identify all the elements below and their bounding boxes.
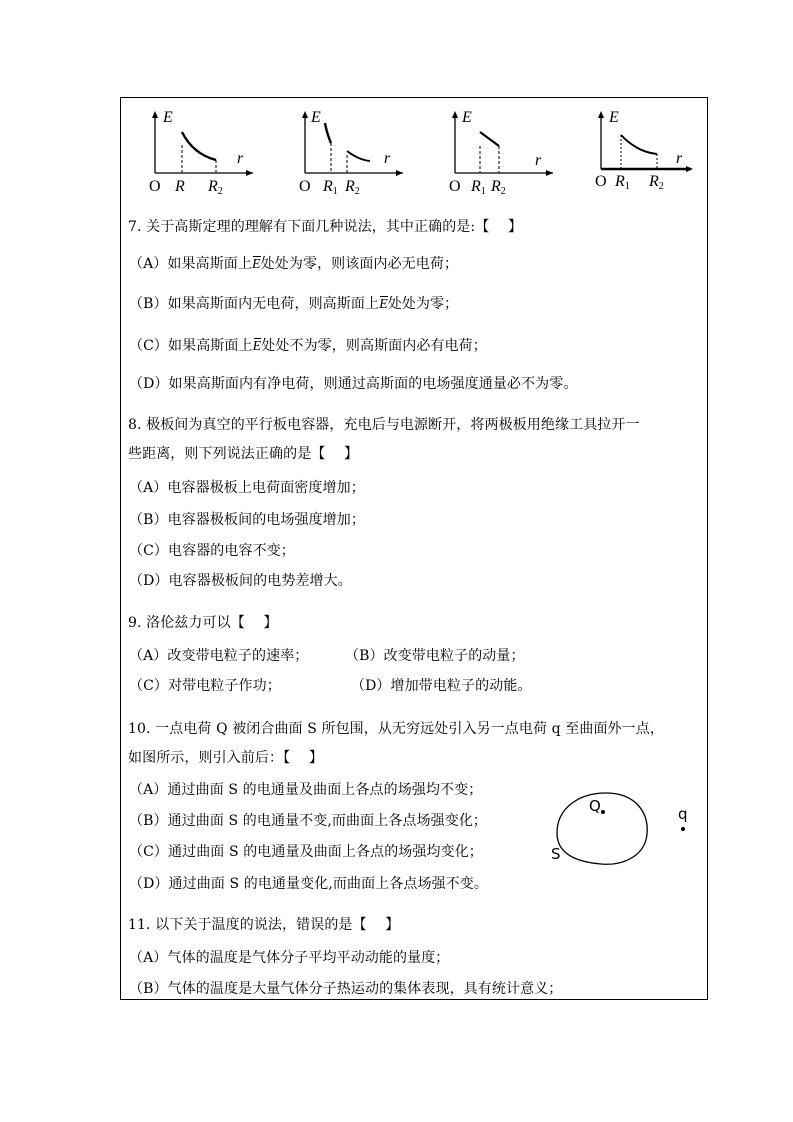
r2-letter: R	[649, 173, 659, 190]
e-curve	[621, 135, 657, 154]
r1-label	[615, 174, 630, 192]
q7-option-d: （D）如果高斯面内有净电荷，则通过高斯面的电场强度通量必不为零。	[129, 376, 578, 392]
y-arrow	[598, 111, 604, 118]
q9-option-a: （A）改变带电粒子的速率；	[129, 648, 309, 664]
e-vector-symbol: E	[252, 339, 262, 354]
x-arrow	[396, 170, 403, 176]
e-label: E	[609, 109, 619, 126]
q9-option-d: （D）增加带电粒子的动能。	[351, 678, 532, 694]
r1-sub: 1	[624, 181, 630, 192]
charge-surface-figure	[551, 788, 701, 870]
q10-stem-line-2: 如图所示，则引入前后：【 】	[128, 750, 323, 766]
r1-letter: R	[471, 178, 481, 195]
q10-option-a: （A）通过曲面 S 的电通量及曲面上各点的场强均不变；	[129, 782, 483, 798]
r2-sub: 2	[500, 186, 506, 197]
r1-letter: R	[615, 173, 625, 190]
q10-option-d: （D）通过曲面 S 的电通量变化,而曲面上各点场强不变。	[129, 876, 488, 892]
q7-option-a	[129, 254, 458, 275]
charge-Q-label: Q	[589, 797, 601, 815]
e-label: E	[311, 109, 321, 126]
origin-label: O	[449, 178, 461, 195]
y-arrow	[152, 111, 158, 118]
r1-sub: 1	[480, 186, 486, 197]
r-label: r	[676, 150, 683, 167]
r1-label	[471, 179, 486, 197]
q7-b-post: 处处为零；	[387, 296, 459, 312]
x-arrow	[246, 170, 253, 176]
r1-label	[323, 179, 338, 197]
e-curve	[182, 132, 216, 160]
r2-label	[649, 174, 664, 192]
graph-option-a	[149, 101, 259, 196]
charge-q-inside-dot	[601, 810, 605, 814]
q9-stem: 9. 洛伦兹力可以【 】	[128, 615, 278, 631]
r2-sub: 2	[658, 181, 664, 192]
q9-row-1	[129, 646, 689, 666]
q10-option-c: （C）通过曲面 S 的电通量及曲面上各点的场强均变化；	[129, 844, 483, 860]
q11-option-b: （B）气体的温度是大量气体分子热运动的集体表现，具有统计意义；	[129, 981, 563, 997]
origin-label: O	[149, 178, 161, 195]
question-table	[120, 97, 708, 1000]
q11-option-a: （A）气体的温度是气体分子平均平动动能的量度；	[129, 950, 450, 966]
r2-sub: 2	[354, 186, 360, 197]
r2-letter: R	[208, 178, 218, 195]
r-label: r	[535, 152, 542, 169]
q7-option-c	[129, 336, 487, 357]
e-label: E	[163, 109, 173, 126]
q8-stem-line-2: 些距离，则下列说法正确的是【 】	[128, 446, 359, 462]
e-vector-symbol: E	[379, 297, 388, 312]
q10-stem-line-1: 10. 一点电荷 Q 被闭合曲面 S 所包围，从无穷远处引入另一点电荷 q 至曲面外一点，	[128, 721, 664, 737]
r1-label	[175, 179, 185, 197]
r2-label	[491, 179, 506, 197]
q7-a-post: 处处为零，则该面内必无电荷；	[260, 256, 459, 272]
q7-c-pre: （C）如果高斯面上	[129, 338, 253, 354]
q7-c-post: 处处不为零，则高斯面内必有电荷；	[261, 338, 487, 354]
origin-label: O	[299, 178, 311, 195]
e-curve-outer	[347, 151, 370, 161]
e-line	[480, 132, 499, 146]
q10-option-b: （B）通过曲面 S 的电通量不变,而曲面上各点场强变化；	[129, 813, 488, 829]
q7-b-pre: （B）如果高斯面内无电荷，则高斯面上	[129, 296, 380, 312]
closed-surface-s	[557, 793, 647, 864]
q7-a-pre: （A）如果高斯面上	[129, 256, 253, 272]
e-label: E	[462, 109, 472, 126]
q8-option-c: （C）电容器的电容不变；	[129, 543, 295, 559]
q9-row-2	[129, 676, 689, 696]
r2-label	[208, 179, 223, 197]
surface-S-label: S	[551, 845, 561, 863]
origin-label: O	[595, 173, 607, 190]
r-label: r	[384, 150, 391, 167]
x-arrow	[546, 170, 553, 176]
r2-letter: R	[345, 178, 355, 195]
r2-letter: R	[491, 178, 501, 195]
y-arrow	[452, 111, 458, 118]
q8-stem-line-1: 8. 极板间为真空的平行板电容器，充电后与电源断开，将两极板用绝缘工具拉开一	[128, 417, 640, 433]
q8-option-d: （D）电容器极板间的电势差增大。	[129, 573, 352, 589]
q11-stem: 11. 以下关于温度的说法，错误的是【 】	[128, 917, 400, 933]
r1-letter: R	[323, 178, 333, 195]
r2-label	[345, 179, 360, 197]
surface-drawing	[551, 788, 701, 870]
graph-option-d	[595, 101, 705, 196]
r-label: r	[237, 150, 244, 167]
graph-option-b	[299, 101, 409, 196]
e-vector-symbol: E	[252, 257, 261, 272]
r1-sub: 1	[332, 186, 338, 197]
graph-option-c	[449, 101, 559, 196]
charge-q-outside-dot	[681, 827, 685, 831]
r2-sub: 2	[217, 186, 223, 197]
r1-letter: R	[175, 178, 185, 195]
charge-q-label: q	[678, 805, 688, 823]
q7-stem: 7. 关于高斯定理的理解有下面几种说法，其中正确的是:【 】	[128, 219, 523, 235]
e-curve-inner	[325, 123, 331, 143]
x-arrow	[686, 166, 693, 172]
q7-option-b	[129, 294, 458, 315]
q8-option-b: （B）电容器极板间的电场强度增加；	[129, 512, 365, 528]
q8-option-a: （A）电容器极板上电荷面密度增加；	[129, 480, 365, 496]
y-arrow	[302, 111, 308, 118]
q9-option-b: （B）改变带电粒子的动量；	[345, 648, 525, 664]
q9-option-c: （C）对带电粒子作功；	[129, 678, 281, 694]
